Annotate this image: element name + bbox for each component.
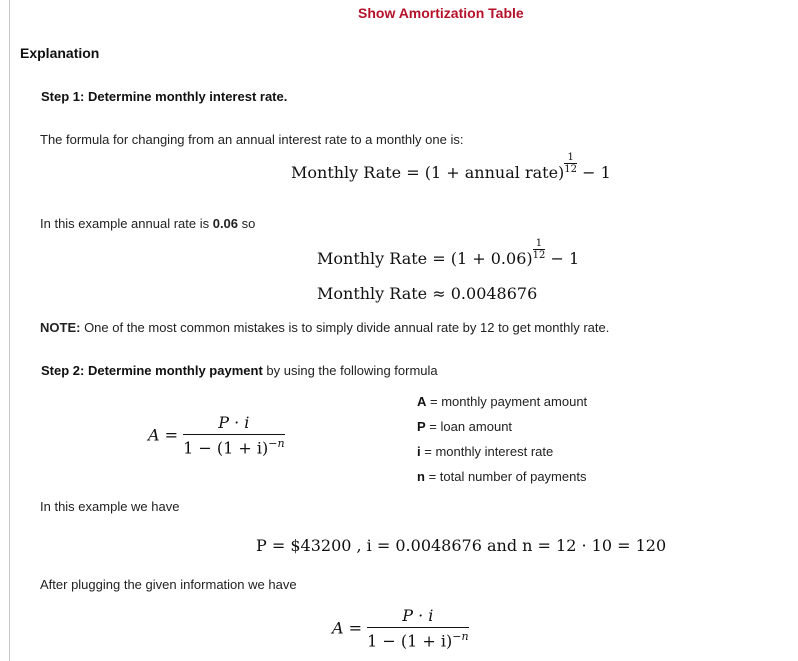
definition-i: i = monthly interest rate (417, 444, 554, 459)
show-amortization-table-link[interactable]: Show Amortization Table (358, 5, 524, 21)
step1-note: NOTE: One of the most common mistakes is to simply divide annual rate by 12 to get monthly rate. (40, 320, 610, 335)
step1-title: Step 1: Determine monthly interest rate. (41, 89, 288, 104)
exponent-fraction: $\frac{1}{12}$ (564, 152, 578, 175)
monthly-rate-formula: Monthly Rate = (1 + annual rate) $\frac{1}{12}$ − 1 (291, 152, 611, 182)
annual-rate-value: 0.06 (212, 216, 239, 231)
monthly-rate-result: 0.0048676 (450, 284, 538, 303)
step2-title: Step 2: Determine monthly payment by using the following formula (41, 363, 438, 378)
note-label: NOTE: (40, 320, 81, 335)
formula-tail: − 1 (582, 163, 611, 182)
values-line: P = $43200 , i = 0.0048676 and n = 12 · 10 = 120 (256, 536, 667, 555)
calc-line-2: Monthly Rate ≈ 0.0048676 (317, 284, 538, 303)
payment-formula-plugged: A = $\frac{P \cdot i}{1 - (1 + i)^{-n}}$ (332, 606, 469, 651)
step1-intro: The formula for changing from an annual interest rate to a monthly one is: (40, 132, 464, 147)
calc-line-1: Monthly Rate = (1 + 0.06) $\frac{1}{12}$ − 1 (317, 238, 580, 268)
definition-p: P = loan amount (417, 419, 513, 434)
step1-example: In this example annual rate is 0.06 so (40, 216, 256, 231)
payment-formula: A = $\frac{P \cdot i}{1 - (1 + i)^{-n}}$ (148, 413, 285, 458)
definition-n: n = total number of payments (417, 469, 587, 484)
formula-base: (1 + annual rate) (424, 163, 565, 182)
plug-intro: After plugging the given information we have (40, 577, 297, 592)
explanation-heading: Explanation (20, 45, 100, 61)
definition-a: A = monthly payment amount (417, 394, 588, 409)
formula-lhs: Monthly Rate (291, 163, 402, 182)
step2-example-intro: In this example we have (40, 499, 180, 514)
